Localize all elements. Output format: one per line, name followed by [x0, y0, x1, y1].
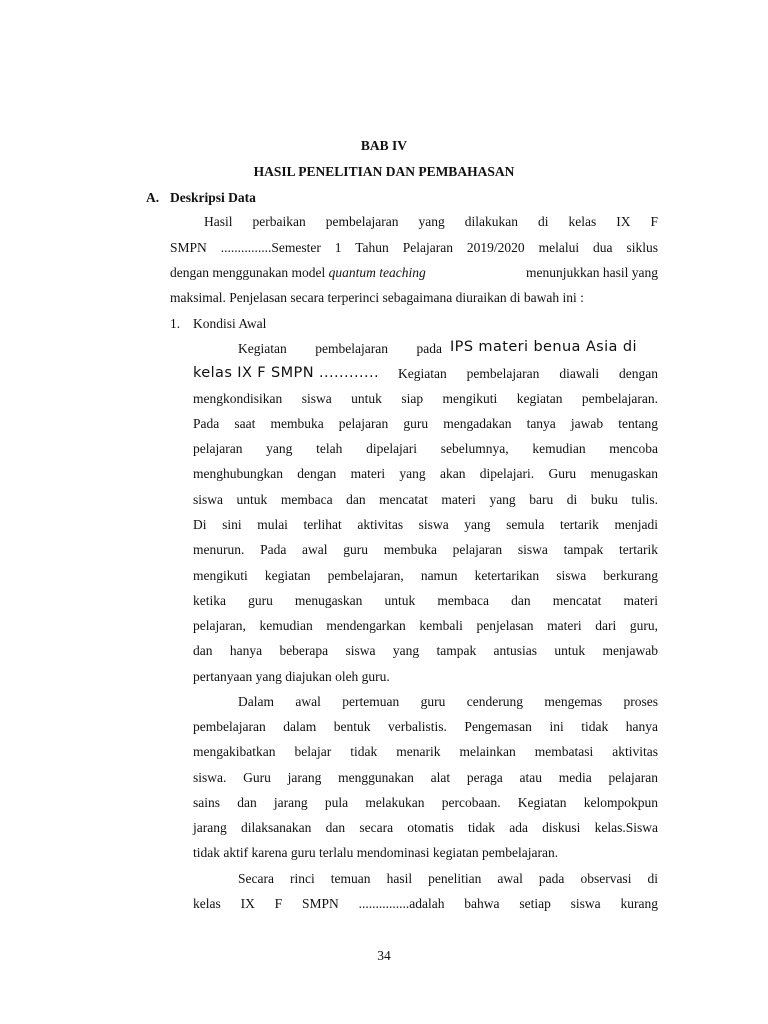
para1-line: dan hanya beberapa siswa yang tampak antusias untuk menjawab: [193, 643, 658, 658]
para1-highlight: IPS materi benua Asia di: [450, 339, 637, 355]
para3-line: kelas IX F SMPN ...............adalah bahwa setiap siswa kurang: [193, 896, 658, 911]
para1-line: mengikuti kegiatan pembelajaran, namun ketertarikan siswa berkurang: [193, 568, 658, 583]
para1-line: menghubungkan dengan materi yang akan dipelajari. Guru menugaskan: [193, 466, 658, 481]
para1-line: menurun. Pada awal guru membuka pelajaran siswa tampak tertarik: [193, 542, 658, 557]
intro-text: menunjukkan hasil yang: [526, 265, 658, 280]
para2-line: jarang dilaksanakan dan secara otomatis tidak ada diskusi kelas.Siswa: [193, 820, 658, 835]
subsection-marker: 1.: [170, 316, 181, 331]
para2-line: sains dan jarang pula melakukan percobaan. Kegiatan kelompokpun: [193, 795, 658, 810]
para1-line: pelajaran yang telah dipelajari sebelumnya, kemudian mencoba: [193, 441, 658, 456]
para2-line: mengakibatkan belajar tidak menarik melainkan membatasi aktivitas: [193, 744, 658, 759]
intro-line: SMPN ...............Semester 1 Tahun Pelajaran 2019/2020 melalui dua siklus: [170, 240, 658, 255]
subsection-title: Kondisi Awal: [193, 316, 267, 331]
para1-line: mengkondisikan siswa untuk siap mengikuti kegiatan pembelajaran.: [193, 391, 658, 406]
para1-line: Pada saat membuka pelajaran guru mengadakan tanya jawab tentang: [193, 416, 658, 431]
intro-line: Hasil perbaikan pembelajaran yang dilakukan di kelas IX F: [204, 214, 658, 229]
para3-line: Secara rinci temuan hasil penelitian awal pada observasi di: [238, 871, 658, 886]
intro-text: dengan menggunakan model: [170, 265, 326, 280]
para1-line: Di sini mulai terlihat aktivitas siswa yang semula tertarik menjadi: [193, 517, 658, 532]
para1-line: pertanyaan yang diajukan oleh guru.: [193, 669, 390, 684]
section-marker: A.: [146, 190, 160, 205]
para1-line: Kegiatan pembelajaran pada: [238, 341, 442, 356]
para1-line: Kegiatan pembelajaran diawali dengan: [398, 366, 658, 381]
para2-line: siswa. Guru jarang menggunakan alat peraga atau media pelajaran: [193, 770, 658, 785]
page-number: 34: [377, 948, 391, 963]
chapter-heading: BAB IV: [360, 138, 408, 153]
para1-highlight: kelas IX F SMPN ............: [193, 365, 380, 381]
para1-line: ketika guru menugaskan untuk membaca dan mencatat materi: [193, 593, 658, 608]
para2-line: pembelajaran dalam bentuk verbalistis. Pengemasan ini tidak hanya: [193, 719, 658, 734]
para1-line: siswa untuk membaca dan mencatat materi yang baru di buku tulis.: [193, 492, 658, 507]
intro-line: maksimal. Penjelasan secara terperinci sebagaimana diuraikan di bawah ini :: [170, 290, 584, 305]
para2-line: Dalam awal pertemuan guru cenderung mengemas proses: [238, 694, 658, 709]
intro-italic-term: quantum teaching: [328, 265, 426, 280]
para2-line: tidak aktif karena guru terlalu mendominasi kegiatan pembelajaran.: [193, 845, 559, 860]
para1-line: pelajaran, kemudian mendengarkan kembali penjelasan materi dari guru,: [193, 618, 658, 633]
section-title: Deskripsi Data: [170, 190, 256, 205]
intro-line: [170, 265, 426, 281]
chapter-title: HASIL PENELITIAN DAN PEMBAHASAN: [253, 164, 515, 179]
